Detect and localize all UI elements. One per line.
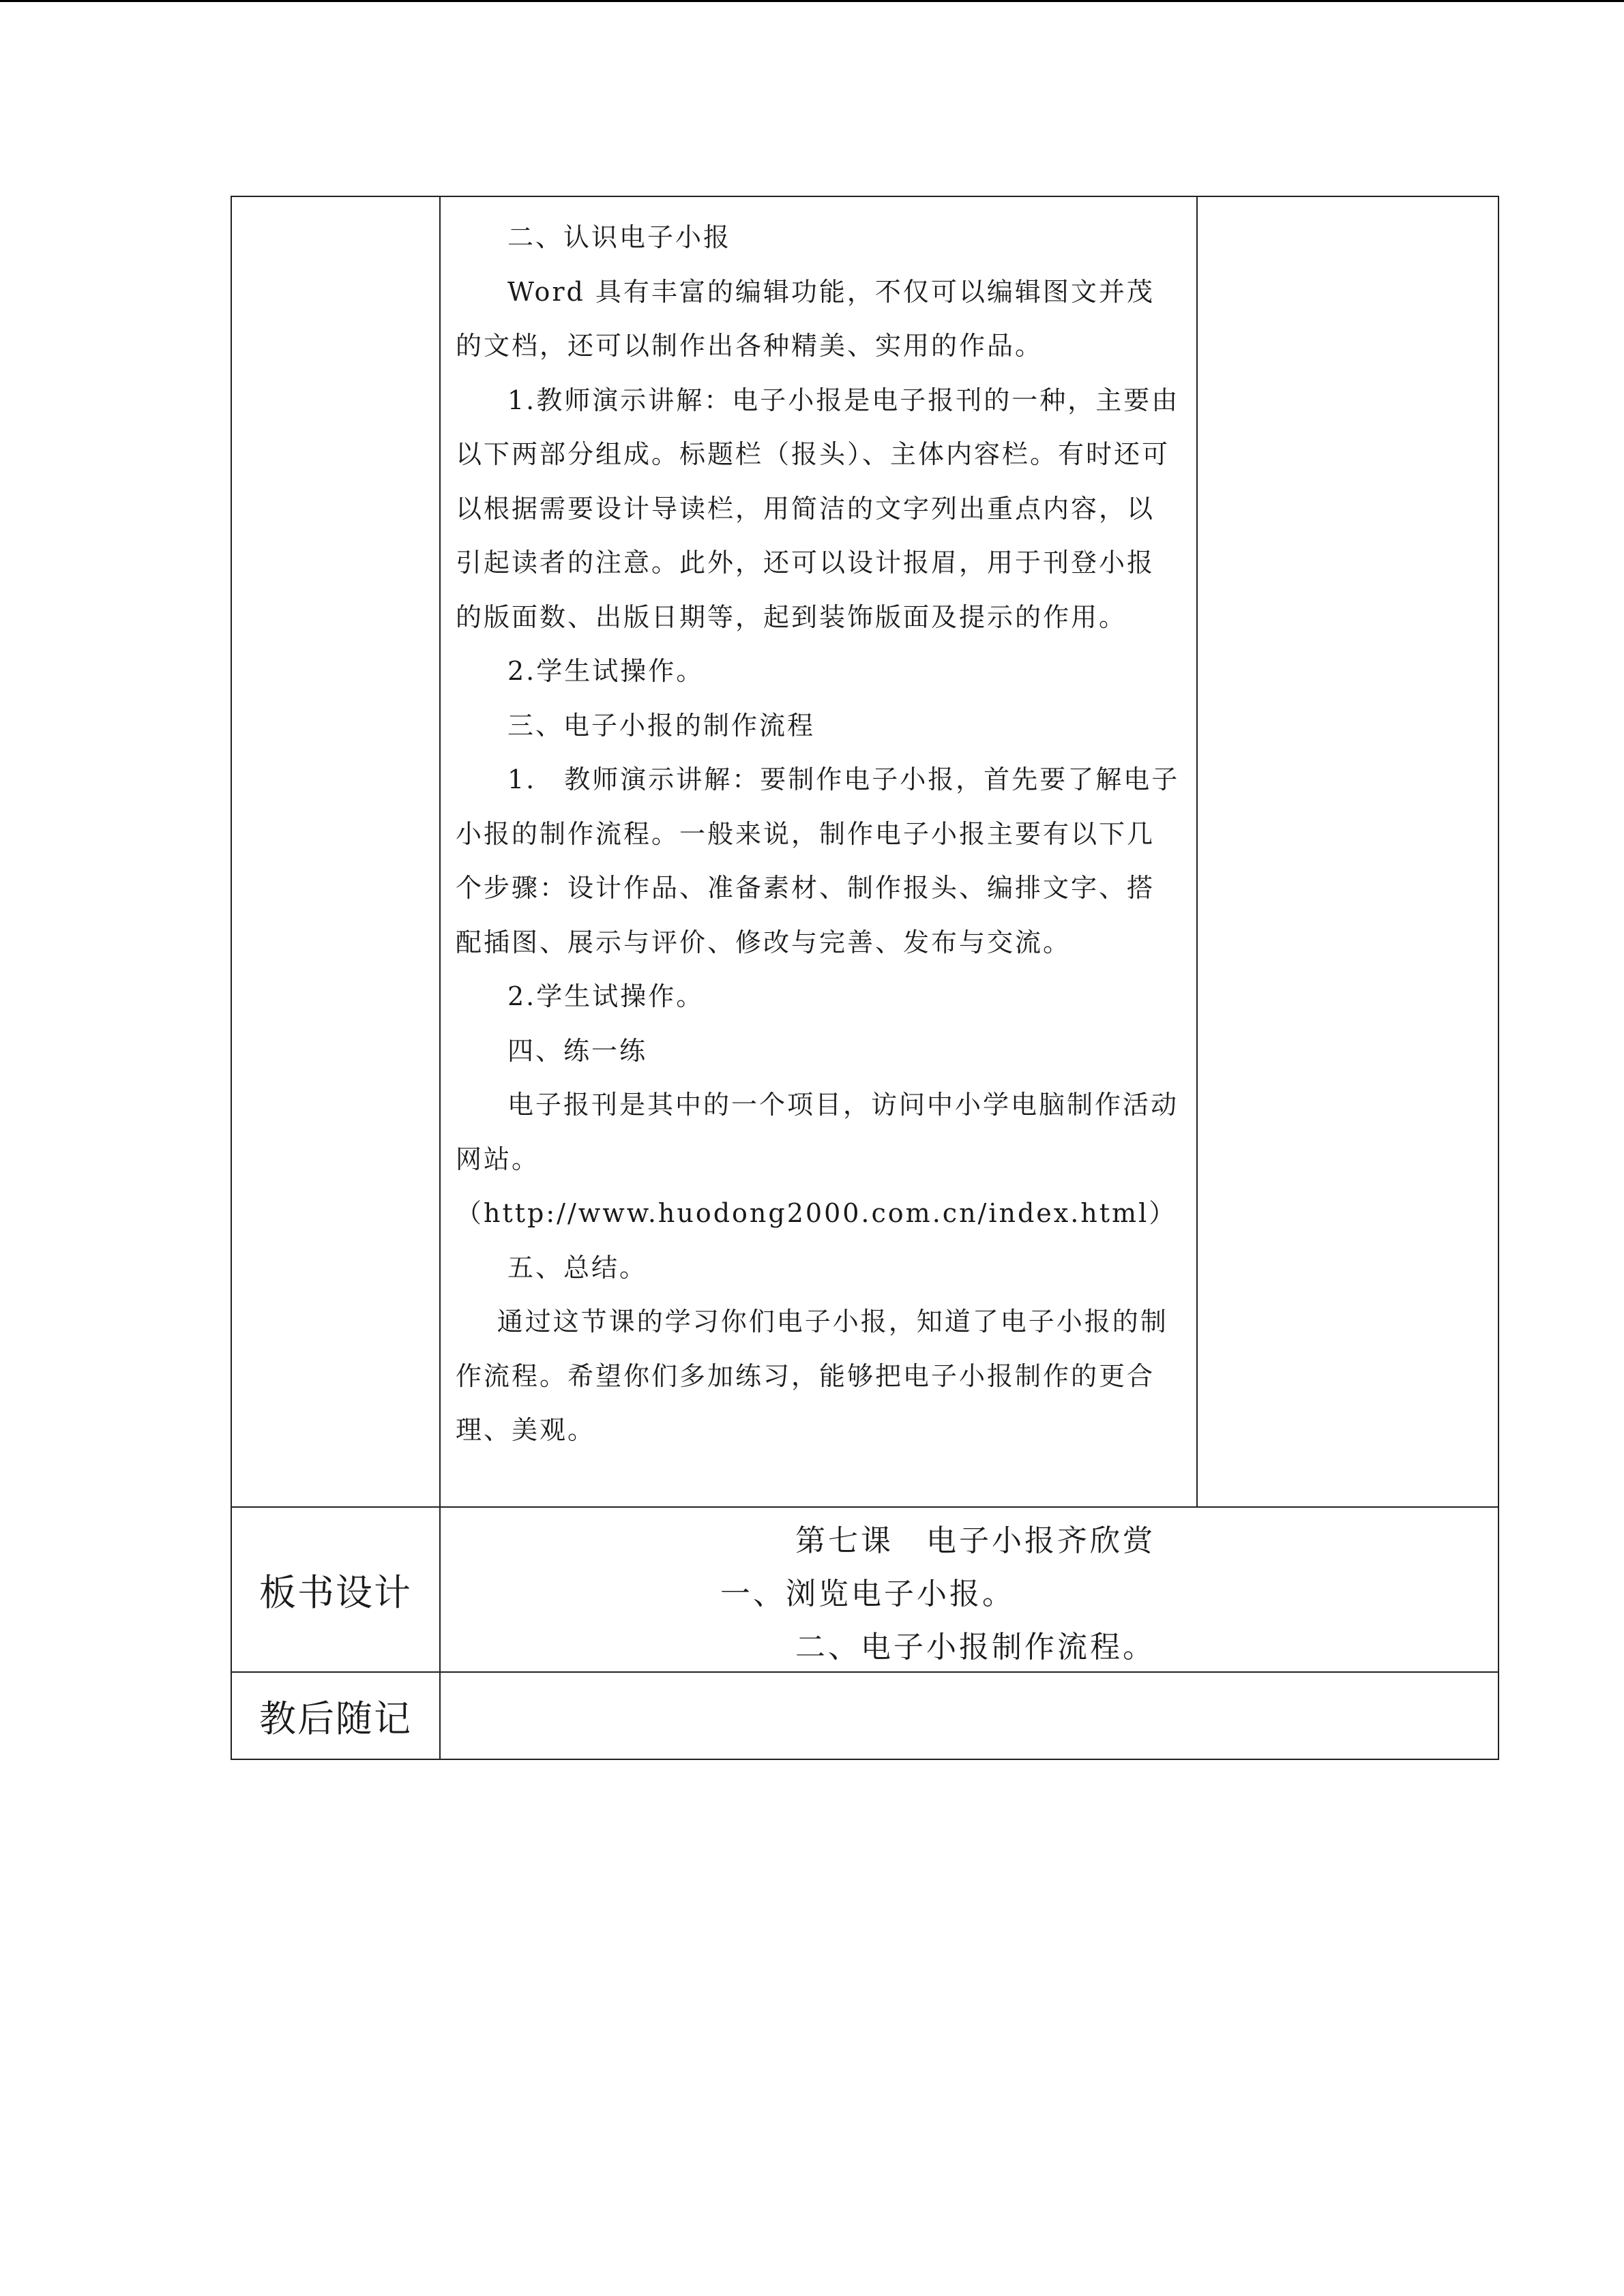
- lesson-content: [441, 197, 1196, 1506]
- left-blank-cell: [231, 196, 440, 1507]
- paragraph-student-practice-1: 2.学生试操作。: [507, 656, 705, 686]
- after-class-row: [231, 1672, 1498, 1759]
- board-design-row: [231, 1507, 1498, 1672]
- right-blank-cell: [1197, 196, 1498, 1507]
- paragraph-url: （http://www.huodong2000.com.cn/index.html）: [456, 1198, 1177, 1228]
- after-class-notes: [441, 1673, 1498, 1759]
- board-design-cell: [440, 1507, 1498, 1672]
- lesson-plan-table: [231, 196, 1499, 1760]
- after-class-label: 教后随记: [231, 1672, 440, 1759]
- content-cell: [440, 196, 1197, 1507]
- board-line-1: 一、浏览电子小报。: [720, 1577, 1015, 1611]
- page-top-rule: [0, 0, 1624, 2]
- paragraph-teacher-demo-2: 1. 教师演示讲解：要制作电子小报，首先要了解电子小报的制作流程。一般来说，制作电子小报主要有以下几个步骤：设计作品、准备素材、制作报头、编排文字、搭配插图、展示与评价、修改与完善、发布与交流。: [456, 764, 1180, 957]
- board-line-title: 第七课 电子小报齐欣赏: [795, 1523, 1155, 1558]
- paragraph-student-practice-2: 2.学生试操作。: [507, 981, 705, 1011]
- after-class-cell: [440, 1672, 1498, 1759]
- board-design-label: 板书设计: [231, 1507, 440, 1672]
- heading-4: 四、练一练: [507, 1035, 648, 1066]
- content-row: [231, 196, 1498, 1507]
- paragraph-word-intro: Word 具有丰富的编辑功能，不仅可以编辑图文并茂的文档，还可以制作出各种精美、实用的作品。: [456, 276, 1155, 361]
- heading-5: 五、总结。: [507, 1252, 648, 1283]
- paragraph-teacher-demo-1: 1.教师演示讲解：电子小报是电子报刊的一种，主要由以下两部分组成。标题栏（报头）、主体内容栏。有时还可以根据需要设计导读栏，用简洁的文字列出重点内容，以引起读者的注意。此外，还可以设计报眉，用于刊登小报的版面数、出版日期等，起到装饰版面及提示的作用。: [456, 385, 1180, 632]
- heading-2: 二、认识电子小报: [507, 222, 732, 252]
- board-line-2: 二、电子小报制作流程。: [795, 1630, 1155, 1665]
- paragraph-summary: 通过这节课的学习你们电子小报，知道了电子小报的制作流程。希望你们多加练习，能够把电子小报制作的更合理、美观。: [456, 1307, 1168, 1445]
- board-design-content: [441, 1508, 1498, 1671]
- heading-3: 三、电子小报的制作流程: [507, 710, 816, 741]
- paragraph-exercise: 电子报刊是其中的一个项目，访问中小学电脑制作活动网站。: [456, 1090, 1179, 1174]
